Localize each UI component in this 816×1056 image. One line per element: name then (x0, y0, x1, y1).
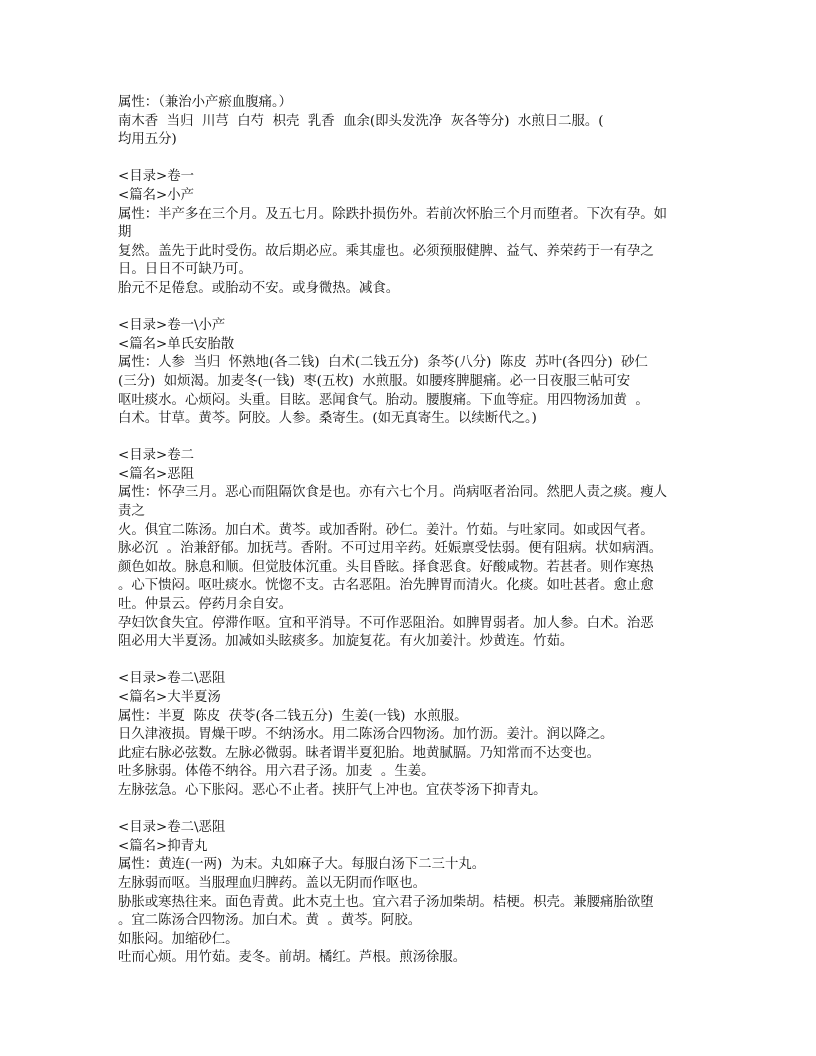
text-line: 如胀闷。加缩砂仁。 (118, 931, 239, 947)
text-line: 吐而心烦。用竹茹。麦冬。前胡。橘红。芦根。煎汤徐服。 (118, 950, 467, 966)
text-line: 南木香 当归 川芎 白芍 枳壳 乳香 血余(即头发洗净 灰各等分) 水煎日二服。( (118, 113, 604, 129)
text-line: 孕妇饮食失宜。停滞作呕。宜和平消导。不可作恶阻治。如脾胃弱者。加人参。白术。治恶 (118, 615, 654, 631)
text-line: 期 (118, 225, 132, 241)
spacer (118, 801, 708, 820)
document-page (118, 94, 708, 968)
catalog-line: <目录>卷二\恶阻 (118, 671, 226, 687)
catalog-line: <目录>卷一\小产 (118, 318, 226, 334)
text-line: 责之 (118, 504, 145, 520)
text-line: 吐。仲景云。停药月余自安。 (118, 597, 293, 613)
text-line: 日。日日不可缺乃可。 (118, 262, 252, 278)
text-line: 呕吐痰水。心烦闷。头重。目眩。恶闻食气。胎动。腰腹痛。下血等症。用四物汤加黄 。 (118, 392, 649, 408)
title-line: <篇名>抑青丸 (118, 838, 208, 854)
text-line: 属性：黄连(一两) 为末。丸如麻子大。每服白汤下二三十丸。 (118, 857, 486, 873)
text-line: 颜色如故。脉息和顺。但觉肢体沉重。头目昏眩。择食恶食。好酸咸物。若甚者。则作寒热 (118, 559, 654, 575)
text-line: 属性：人参 当归 怀熟地(各二钱) 白术(二钱五分) 条芩(八分) 陈皮 苏叶(各四分) 砂仁 (118, 355, 648, 371)
text-line: 左脉弱而呕。当服理血归脾药。盖以无阴而作呕也。 (118, 875, 426, 891)
spacer (118, 429, 708, 448)
text-line: 属性：（兼治小产瘀血腹痛。） (118, 95, 293, 110)
section-yiqing-wan (118, 819, 708, 968)
section-danshi-antai-san (118, 317, 708, 429)
text-line: 属性：怀孕三月。恶心而阻隔饮食是也。亦有六七个月。尚病呕者治同。然肥人责之痰。瘦人 (118, 485, 668, 501)
text-line: 日久津液损。胃燥干哕。不纳汤水。用二陈汤合四物汤。加竹沥。姜汁。润以降之。 (118, 727, 614, 743)
text-line: 胁胀或寒热往来。面色青黄。此木克土也。宜六君子汤加柴胡。桔梗。枳壳。兼腰痛胎欲堕 (118, 894, 654, 910)
text-line: 。宜二陈汤合四物汤。加白术。黄 。黄芩。阿胶。 (118, 913, 422, 929)
spacer (118, 299, 708, 318)
catalog-line: <目录>卷二\恶阻 (118, 820, 226, 836)
title-line: <篇名>大半夏汤 (118, 690, 221, 705)
spacer (118, 150, 708, 169)
text-line: 复然。盖先于此时受伤。故后期必应。乘其虚也。必须预服健脾、益气、养荣药于一有孕之 (118, 243, 654, 259)
text-line: 均用五分) (118, 132, 177, 148)
text-line: 。心下愦闷。呕吐痰水。恍惚不支。古名恶阻。治先脾胃而清火。化痰。如吐甚者。愈止愈 (118, 578, 654, 594)
text-line: 白术。甘草。黄芩。阿胶。人参。桑寄生。(如无真寄生。以续断代之。) (118, 411, 537, 427)
text-line: 吐多脉弱。体倦不纳谷。用六君子汤。加麦 。生姜。 (118, 764, 435, 780)
catalog-line: <目录>卷二 (118, 448, 195, 464)
catalog-line: <目录>卷一 (118, 169, 195, 185)
section-xiaochan (118, 168, 708, 298)
text-line: 脉必沉 。治兼舒郁。加抚芎。香附。不可过用辛药。妊娠禀受怯弱。便有阻病。状如病酒。 (118, 541, 663, 557)
text-line: 属性：半夏 陈皮 茯苓(各二钱五分) 生姜(一钱) 水煎服。 (118, 708, 468, 724)
text-line: 此症右脉必弦数。左脉必微弱。昧者谓半夏犯胎。地黄腻膈。乃知常而不达变也。 (118, 745, 601, 761)
text-line: 左脉弦急。心下胀闷。恶心不止者。挟肝气上冲也。宜茯苓汤下抑青丸。 (118, 782, 547, 798)
title-line: <篇名>小产 (118, 187, 195, 203)
text-line: (三分) 如烦渴。加麦冬(一钱) 枣(五枚) 水煎服。如腰疼脾腿痛。必一日夜服三帖可安 (118, 373, 631, 389)
spacer (118, 652, 708, 671)
text-line: 属性：半产多在三个月。及五七月。除跌扑损伤外。若前次怀胎三个月而堕者。下次有孕。如 (118, 206, 668, 222)
title-line: <篇名>恶阻 (118, 466, 195, 482)
text-line: 阻必用大半夏汤。加减如头眩痰多。加旋复花。有火加姜汁。炒黄连。竹茹。 (118, 634, 574, 650)
section-da-banxia-tang (118, 670, 708, 800)
text-line: 火。俱宜二陈汤。加白术。黄芩。或加香附。砂仁。姜汁。竹茹。与吐家同。如或因气者。 (118, 522, 654, 538)
section-ezu (118, 447, 708, 652)
text-line: 胎元不足倦怠。或胎动不安。或身微热。减食。 (118, 280, 400, 296)
section-intro (118, 94, 708, 150)
title-line: <篇名>单氏安胎散 (118, 336, 235, 352)
